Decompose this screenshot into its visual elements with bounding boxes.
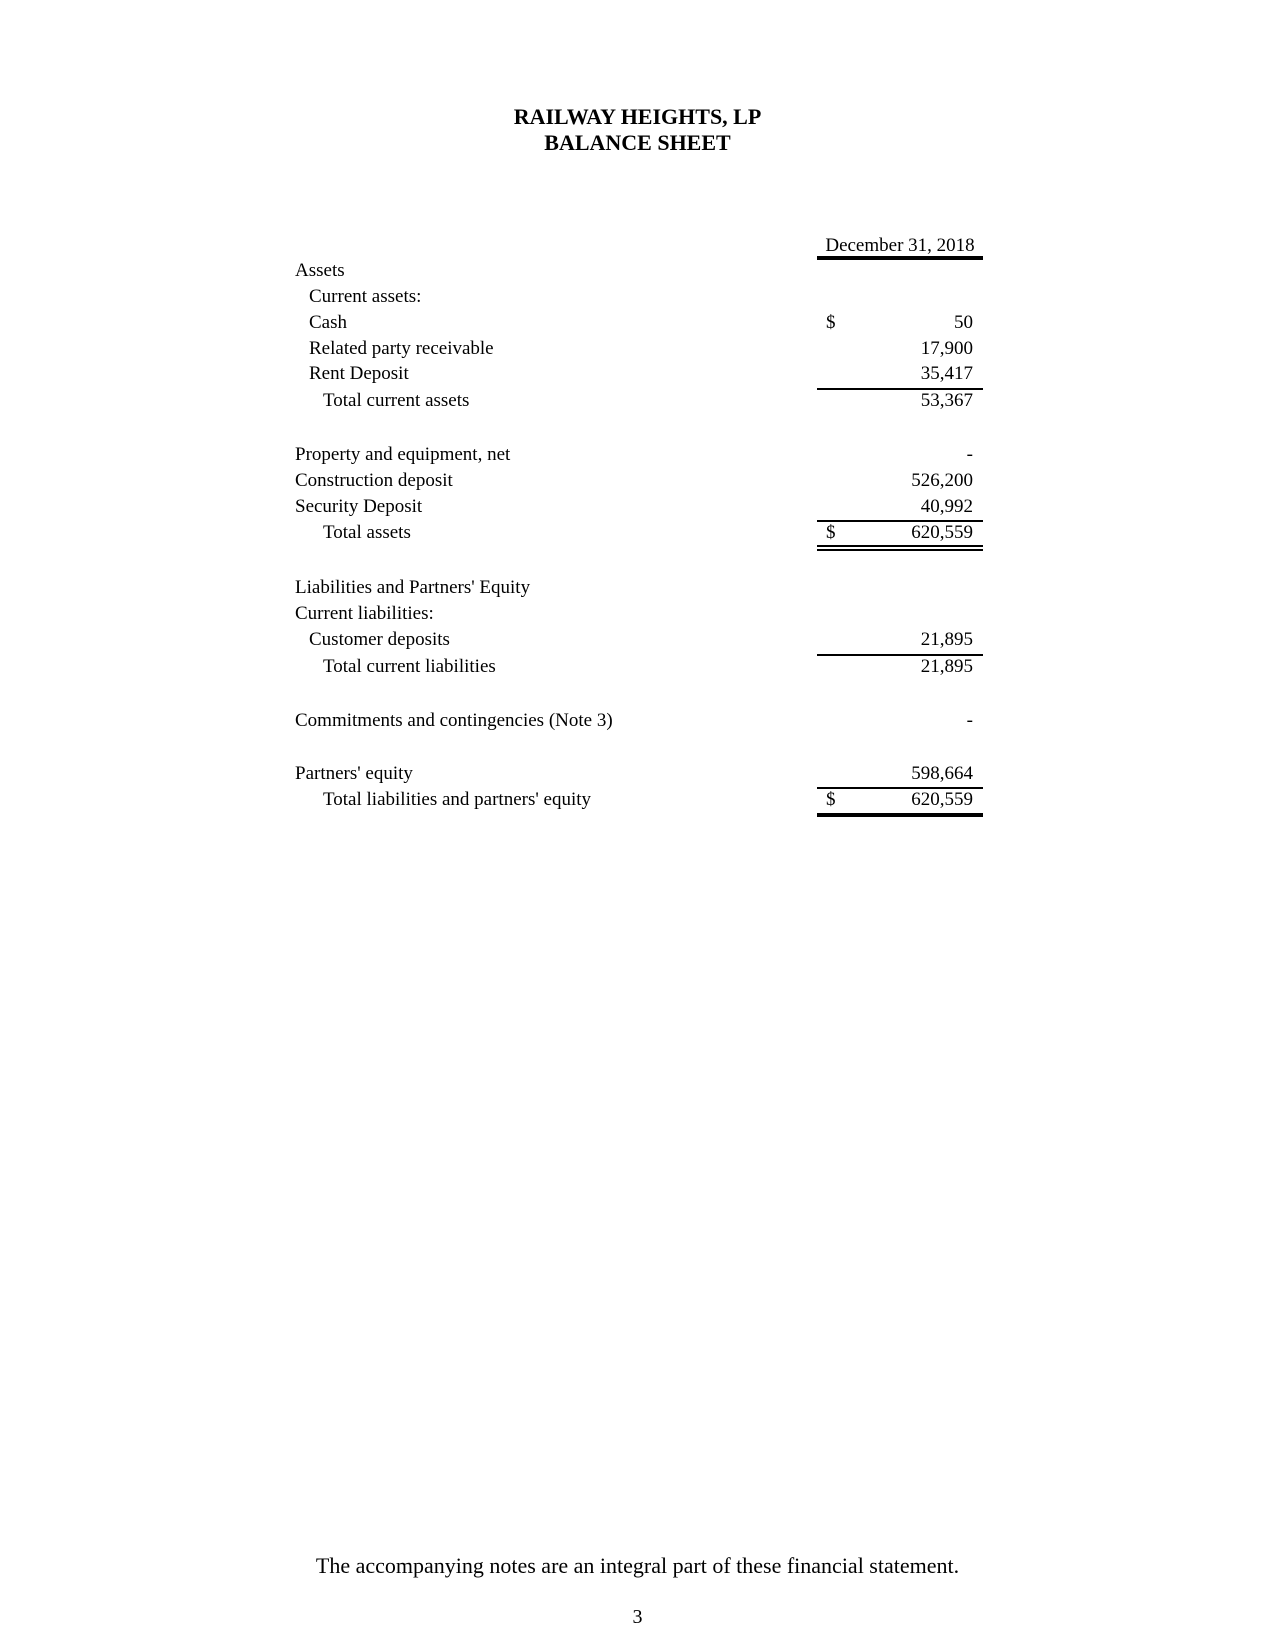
current-assets-heading: Current assets: bbox=[309, 286, 422, 307]
customer-deposits-label: Customer deposits bbox=[309, 629, 450, 650]
company-name: RAILWAY HEIGHTS, LP bbox=[513, 104, 762, 129]
page-number: 3 bbox=[632, 1606, 643, 1628]
double-rule-top bbox=[817, 545, 983, 547]
current-liabilities-heading: Current liabilities: bbox=[295, 603, 434, 624]
total-current-assets-value: 53,367 bbox=[920, 390, 973, 411]
related-party-value: 17,900 bbox=[920, 338, 973, 359]
rent-deposit-label: Rent Deposit bbox=[309, 363, 409, 384]
cash-currency: $ bbox=[826, 312, 836, 333]
partners-equity-label: Partners' equity bbox=[295, 763, 413, 784]
cash-label: Cash bbox=[309, 312, 347, 333]
double-rule-bottom bbox=[817, 549, 983, 551]
total-liabilities-equity-currency: $ bbox=[826, 789, 836, 810]
property-value: - bbox=[966, 444, 973, 465]
security-deposit-value: 40,992 bbox=[920, 496, 973, 517]
statement-title: BALANCE SHEET bbox=[544, 130, 731, 155]
total-current-assets-label: Total current assets bbox=[323, 390, 470, 411]
total-current-liabilities-value: 21,895 bbox=[920, 656, 973, 677]
customer-deposits-value: 21,895 bbox=[920, 629, 973, 650]
total-liabilities-equity-value: 620,559 bbox=[911, 789, 973, 810]
total-assets-currency: $ bbox=[826, 522, 836, 543]
related-party-label: Related party receivable bbox=[309, 338, 494, 359]
cash-value: 50 bbox=[954, 312, 973, 333]
property-label: Property and equipment, net bbox=[295, 444, 511, 465]
liabilities-heading: Liabilities and Partners' Equity bbox=[295, 577, 531, 598]
double-rule-thick bbox=[817, 813, 983, 817]
partners-equity-value: 598,664 bbox=[911, 763, 973, 784]
construction-deposit-label: Construction deposit bbox=[295, 470, 453, 491]
commitments-label: Commitments and contingencies (Note 3) bbox=[295, 710, 613, 731]
rent-deposit-value: 35,417 bbox=[920, 363, 973, 384]
total-liabilities-equity-label: Total liabilities and partners' equity bbox=[323, 789, 592, 810]
total-assets-label: Total assets bbox=[323, 522, 411, 543]
security-deposit-label: Security Deposit bbox=[295, 496, 423, 517]
footer-note: The accompanying notes are an integral part of these financial statement. bbox=[315, 1553, 960, 1578]
assets-heading: Assets bbox=[295, 260, 345, 281]
total-current-liabilities-label: Total current liabilities bbox=[323, 656, 496, 677]
commitments-value: - bbox=[966, 710, 973, 731]
construction-deposit-value: 526,200 bbox=[911, 470, 973, 491]
total-assets-value: 620,559 bbox=[911, 522, 973, 543]
period-column-header: December 31, 2018 bbox=[817, 234, 983, 260]
